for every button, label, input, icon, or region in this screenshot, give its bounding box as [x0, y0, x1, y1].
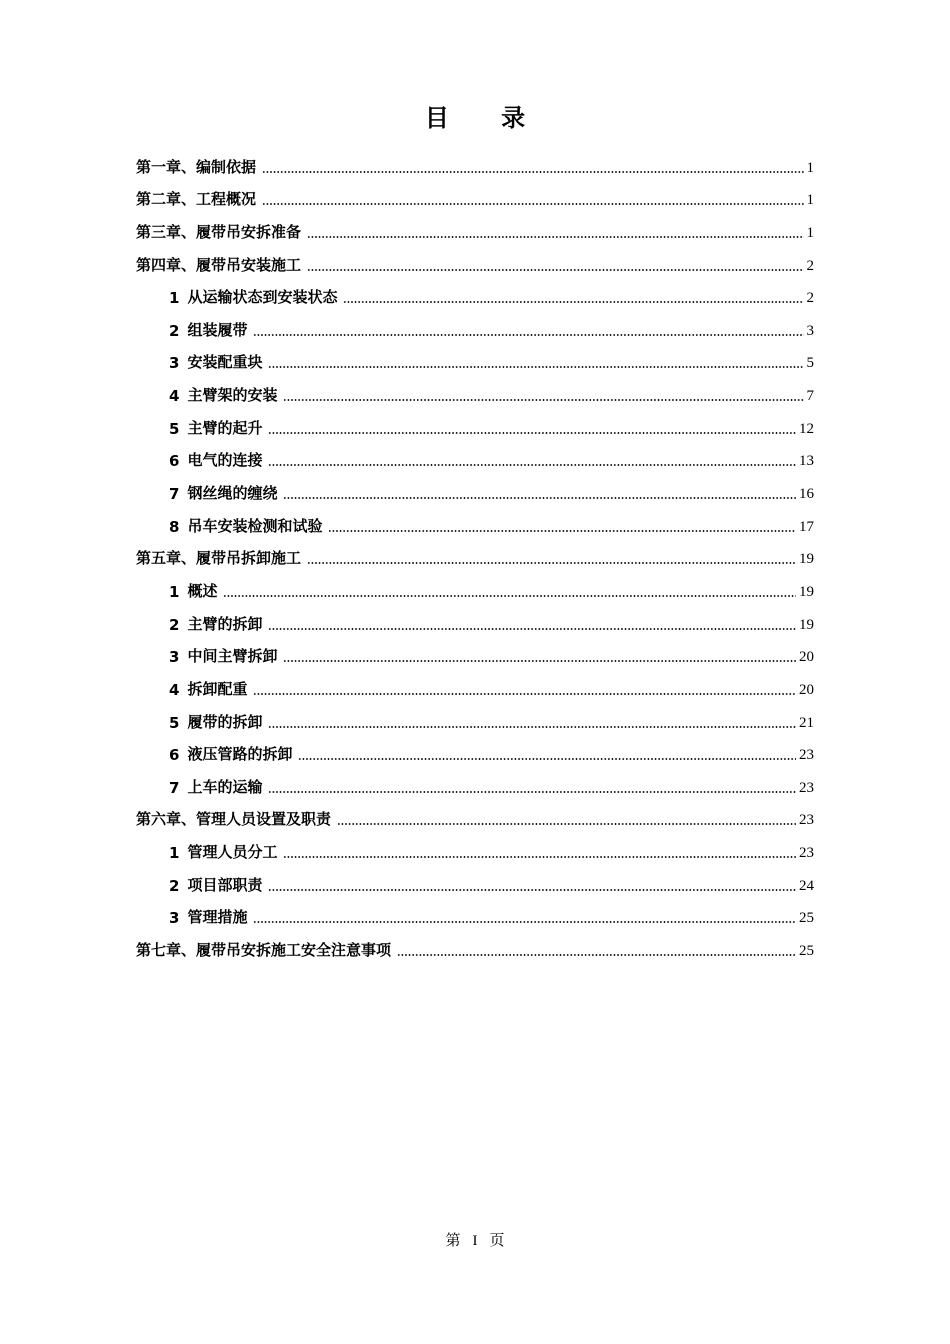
- toc-entry-label: 项目部职责: [187, 875, 263, 894]
- toc-subentry[interactable]: [136, 378, 814, 411]
- toc-entry-number: 1: [169, 289, 180, 308]
- toc-entry-label: 管理措施: [187, 908, 248, 927]
- toc-entry-page: 13: [799, 453, 814, 470]
- toc-subentry[interactable]: [136, 574, 814, 607]
- toc-entry-number: 4: [169, 680, 180, 699]
- toc-entry-page: 19: [799, 616, 814, 633]
- toc-entry-page: 1: [806, 192, 814, 209]
- toc-entry-page: 16: [799, 486, 814, 503]
- toc-entry-label: 吊车安装检测和试验: [187, 516, 323, 535]
- toc-entry-number: 5: [169, 419, 180, 438]
- toc-subentry[interactable]: [136, 313, 814, 346]
- toc-subentry[interactable]: [136, 281, 814, 314]
- toc-entry-label: 电气的连接: [187, 451, 263, 470]
- toc-entry-page: 1: [806, 159, 814, 176]
- toc-entry-label: 第六章、管理人员设置及职责: [136, 810, 332, 829]
- toc-subentry[interactable]: [136, 770, 814, 803]
- toc-chapter-entry[interactable]: [136, 248, 814, 281]
- toc-entry-page: 20: [799, 681, 814, 698]
- toc-subentry[interactable]: [136, 607, 814, 640]
- toc-entry-number: 2: [169, 876, 180, 895]
- toc-subentry[interactable]: [136, 509, 814, 542]
- toc-chapter-entry[interactable]: [136, 150, 814, 183]
- footer-page-number: I: [472, 1233, 478, 1249]
- toc-dot-leader: [307, 236, 803, 238]
- toc-entry-label: 上车的运输: [187, 777, 263, 796]
- toc-entry-label: 中间主臂拆卸: [187, 647, 278, 666]
- toc-entry-label: 组装履带: [187, 320, 248, 339]
- toc-entry-page: 23: [799, 779, 814, 796]
- toc-chapter-entry[interactable]: [136, 215, 814, 248]
- toc-dot-leader: [268, 366, 803, 368]
- toc-entry-page: 25: [799, 943, 814, 960]
- toc-entry-page: 1: [806, 224, 814, 241]
- toc-subentry[interactable]: [136, 640, 814, 673]
- toc-dot-leader: [307, 269, 803, 271]
- toc-dot-leader: [283, 399, 803, 401]
- toc-chapter-entry[interactable]: [136, 803, 814, 836]
- toc-entry-label: 第五章、履带吊拆卸施工: [136, 549, 302, 568]
- toc-entry-label: 主臂的起升: [187, 418, 263, 437]
- toc-dot-leader: [397, 954, 796, 956]
- toc-entry-label: 钢丝绳的缠绕: [187, 484, 278, 503]
- toc-dot-leader: [268, 726, 796, 728]
- toc-entry-page: 2: [806, 257, 814, 274]
- toc-entry-page: 3: [806, 322, 814, 339]
- toc-chapter-entry[interactable]: [136, 933, 814, 966]
- toc-dot-leader: [253, 921, 796, 923]
- toc-entry-page: 2: [806, 290, 814, 307]
- toc-entry-number: 7: [169, 778, 180, 797]
- toc-entry-number: 1: [169, 582, 180, 601]
- toc-entry-page: 23: [799, 747, 814, 764]
- toc-entry-label: 液压管路的拆卸: [187, 745, 293, 764]
- toc-entry-number: 2: [169, 615, 180, 634]
- toc-dot-leader: [328, 530, 796, 532]
- toc-entry-page: 23: [799, 812, 814, 829]
- toc-entry-page: 23: [799, 845, 814, 862]
- toc-subentry[interactable]: [136, 476, 814, 509]
- toc-dot-leader: [283, 856, 796, 858]
- footer-suffix: 页: [489, 1231, 505, 1249]
- toc-dot-leader: [268, 432, 796, 434]
- toc-entry-page: 21: [799, 714, 814, 731]
- toc-subentry[interactable]: [136, 705, 814, 738]
- toc-subentry[interactable]: [136, 444, 814, 477]
- toc-entry-label: 第一章、编制依据: [136, 157, 257, 176]
- toc-entry-number: 8: [169, 517, 180, 536]
- toc-entry-label: 履带的拆卸: [187, 712, 263, 731]
- page-title: 目 录: [424, 104, 548, 132]
- toc-dot-leader: [298, 758, 796, 760]
- toc-entry-page: 17: [799, 518, 814, 535]
- toc-dot-leader: [283, 660, 796, 662]
- toc-dot-leader: [253, 334, 803, 336]
- toc-entry-number: 6: [169, 746, 180, 765]
- toc-subentry[interactable]: [136, 738, 814, 771]
- toc-dot-leader: [268, 889, 796, 891]
- toc-entry-label: 管理人员分工: [187, 843, 278, 862]
- table-of-contents: [136, 150, 814, 966]
- toc-entry-label: 主臂的拆卸: [187, 614, 263, 633]
- toc-entry-label: 安装配重块: [187, 353, 263, 372]
- toc-entry-number: 3: [169, 354, 180, 373]
- toc-entry-number: 5: [169, 713, 180, 732]
- toc-entry-number: 6: [169, 452, 180, 471]
- toc-entry-page: 7: [806, 388, 814, 405]
- toc-dot-leader: [337, 823, 796, 825]
- toc-dot-leader: [283, 497, 796, 499]
- toc-entry-label: 第四章、履带吊安装施工: [136, 255, 302, 274]
- toc-entry-label: 从运输状态到安装状态: [187, 288, 338, 307]
- toc-entry-number: 3: [169, 648, 180, 667]
- toc-entry-label: 拆卸配重: [187, 679, 248, 698]
- toc-entry-label: 第七章、履带吊安拆施工安全注意事项: [136, 941, 392, 960]
- toc-entry-number: 7: [169, 485, 180, 504]
- toc-dot-leader: [268, 628, 796, 630]
- toc-dot-leader: [253, 693, 796, 695]
- toc-entry-number: 4: [169, 387, 180, 406]
- toc-entry-page: 5: [806, 355, 814, 372]
- toc-subentry[interactable]: [136, 901, 814, 934]
- toc-entry-number: 3: [169, 909, 180, 928]
- toc-chapter-entry[interactable]: [136, 183, 814, 216]
- toc-subentry[interactable]: [136, 835, 814, 868]
- toc-subentry[interactable]: [136, 411, 814, 444]
- toc-dot-leader: [223, 595, 796, 597]
- toc-entry-number: 1: [169, 844, 180, 863]
- toc-dot-leader: [268, 791, 796, 793]
- toc-entry-page: 12: [799, 420, 814, 437]
- toc-subentry[interactable]: [136, 868, 814, 901]
- toc-entry-page: 19: [799, 583, 814, 600]
- toc-subentry[interactable]: [136, 672, 814, 705]
- toc-entry-label: 概述: [187, 581, 218, 600]
- toc-subentry[interactable]: [136, 346, 814, 379]
- toc-entry-number: 2: [169, 321, 180, 340]
- page-footer: [0, 1229, 950, 1250]
- toc-entry-page: 24: [799, 877, 814, 894]
- toc-dot-leader: [262, 203, 803, 205]
- toc-chapter-entry[interactable]: [136, 542, 814, 575]
- toc-entry-label: 第二章、工程概况: [136, 190, 257, 209]
- toc-entry-page: 19: [799, 551, 814, 568]
- toc-dot-leader: [307, 562, 796, 564]
- toc-dot-leader: [343, 301, 803, 303]
- toc-entry-page: 25: [799, 910, 814, 927]
- toc-entry-label: 第三章、履带吊安拆准备: [136, 222, 302, 241]
- toc-dot-leader: [268, 464, 796, 466]
- toc-entry-page: 20: [799, 649, 814, 666]
- footer-prefix: 第: [445, 1231, 461, 1249]
- toc-entry-label: 主臂架的安装: [187, 386, 278, 405]
- toc-dot-leader: [262, 171, 803, 173]
